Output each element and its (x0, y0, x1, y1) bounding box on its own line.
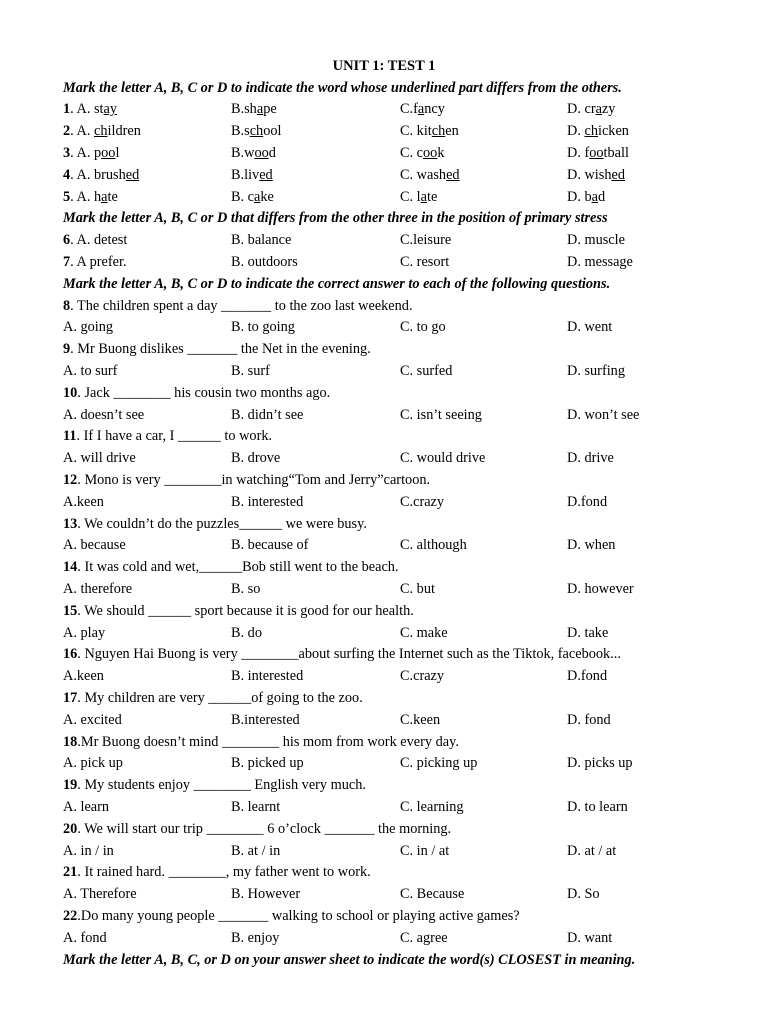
question-number: 19 (63, 777, 78, 794)
option-text: . A. detest (70, 232, 128, 249)
option-text: zy (601, 101, 616, 118)
answer-option: A. to surf (63, 362, 118, 379)
answer-option (231, 99, 277, 119)
option-text: D. b (567, 188, 592, 205)
question-text: . My students enjoy ________ English very much. (77, 777, 366, 794)
option-text: icken (597, 123, 629, 140)
answer-option (63, 121, 141, 141)
answer-option: A. play (63, 624, 106, 641)
answer-option: D. however (567, 580, 634, 597)
option-text: d (268, 144, 276, 161)
answer-option: C. although (400, 537, 467, 554)
question-number: 1 (63, 101, 71, 118)
answer-option: C. but (400, 580, 435, 597)
options-row (63, 666, 753, 686)
question-stem (63, 775, 753, 795)
answer-option: C. Because (400, 886, 465, 903)
option-text: B. c (231, 188, 255, 205)
answer-option: D. at / at (567, 842, 617, 859)
underlined-part: a (254, 188, 261, 205)
question-number: 16 (63, 646, 78, 663)
option-text: B. balance (231, 232, 292, 249)
answer-option: A. therefore (63, 580, 133, 597)
answer-option: C. picking up (400, 755, 478, 772)
answer-option: D. went (567, 319, 613, 336)
question-number: 8 (63, 297, 71, 314)
answer-option: D.fond (567, 668, 608, 685)
underlined-part: oo (101, 144, 116, 161)
options-row (63, 797, 753, 817)
question-stem (63, 514, 753, 534)
answer-option (231, 143, 276, 163)
question-text: .Do many young people _______ walking to school or playing active games? (77, 907, 520, 924)
options-row (63, 884, 753, 904)
answer-option (567, 165, 625, 185)
question-number: 10 (63, 384, 78, 401)
underlined-part: ed (125, 166, 140, 183)
answer-option (63, 143, 119, 163)
underlined-part: ch (94, 123, 108, 140)
answer-option: C.crazy (400, 668, 445, 685)
option-text: D. message (567, 253, 633, 270)
options-row (63, 579, 753, 599)
answer-option (231, 165, 273, 185)
answer-option: A.keen (63, 668, 104, 685)
question-number: 14 (63, 559, 78, 576)
option-text: D. (567, 123, 585, 140)
answer-option: B. at / in (231, 842, 281, 859)
question-number: 2 (63, 123, 71, 140)
answer-option (400, 121, 459, 141)
answer-option (567, 143, 629, 163)
question-text: . Nguyen Hai Buong is very ________about surfing the Internet such as the Tiktok, facebook... (77, 646, 621, 663)
question-stem (63, 906, 753, 926)
answer-option (567, 99, 615, 119)
question-number: 22 (63, 907, 78, 924)
options-row (63, 492, 753, 512)
question-number: 6 (63, 232, 71, 249)
answer-option: B. didn’t see (231, 406, 304, 423)
option-text: pe (263, 101, 277, 118)
answer-option: A. excited (63, 711, 122, 728)
question-stem (63, 470, 753, 490)
answer-option: D.fond (567, 493, 608, 510)
answer-option: C. learning (400, 798, 464, 815)
options-row (63, 928, 753, 948)
option-text: te (107, 188, 118, 205)
option-text: k (437, 144, 445, 161)
section-instruction: Mark the letter A, B, C or D to indicate the word whose underlined part differs from the others. (63, 79, 622, 96)
underlined-part: ed (611, 166, 625, 183)
answer-option: D. want (567, 929, 613, 946)
question-text: . We will start our trip ________ 6 o’clock _______ the morning. (77, 820, 452, 837)
question-stem (63, 557, 753, 577)
underlined-part: ay (103, 101, 118, 118)
underlined-part: oo (589, 144, 604, 161)
question-number: 20 (63, 820, 78, 837)
question-text: . My children are very ______of going to the zoo. (77, 689, 363, 706)
answer-option (63, 252, 127, 272)
answer-option: A. learn (63, 798, 110, 815)
question-number: 17 (63, 689, 78, 706)
question-stem (63, 339, 753, 359)
question-number: 3 (63, 144, 71, 161)
option-text: C. wash (400, 166, 447, 183)
answer-option: C. to go (400, 319, 446, 336)
question-stem (63, 819, 753, 839)
answer-option: D. take (567, 624, 609, 641)
question-number: 9 (63, 341, 71, 358)
underlined-part: a (417, 101, 425, 118)
question-text: . Mr Buong dislikes _______ the Net in the evening. (70, 341, 371, 358)
option-text: l (115, 144, 120, 161)
option-text: B.w (231, 144, 255, 161)
option-text: D. f (567, 144, 590, 161)
option-text: D. muscle (567, 232, 625, 249)
options-row (63, 623, 753, 643)
answer-option: D. when (567, 537, 616, 554)
answer-option (63, 230, 127, 250)
question-stem (63, 644, 753, 664)
option-text: . A. (70, 123, 94, 140)
section-instruction: Mark the letter A, B, C or D that differs from the other three in the position of primary stress (63, 210, 608, 227)
option-text: te (427, 188, 438, 205)
option-text: C. c (400, 144, 424, 161)
option-text: B.s (231, 123, 250, 140)
option-text: d (597, 188, 606, 205)
question-stem (63, 383, 753, 403)
answer-option: B. surf (231, 362, 270, 379)
answer-option (400, 187, 437, 207)
answer-option: A. will drive (63, 450, 136, 467)
section-instruction: Mark the letter A, B, C or D to indicate the correct answer to each of the following questions. (63, 275, 611, 292)
answer-option (567, 230, 625, 250)
underlined-part: ed (259, 166, 273, 183)
question-number: 7 (63, 253, 71, 270)
answer-option: B. picked up (231, 755, 304, 772)
answer-option: C.keen (400, 711, 441, 728)
option-text: C.leisure (400, 232, 452, 249)
underlined-part: a (101, 188, 108, 205)
underlined-part: ch (249, 123, 264, 140)
answer-option (231, 121, 281, 141)
answer-option: B. interested (231, 493, 304, 510)
question-row (63, 143, 753, 163)
answer-option: B.interested (231, 711, 300, 728)
question-stem (63, 601, 753, 621)
question-text: . We couldn’t do the puzzles______ we were busy. (77, 515, 367, 532)
question-number: 12 (63, 471, 78, 488)
answer-option: B. because of (231, 537, 309, 554)
option-text: B. outdoors (231, 253, 298, 270)
option-text: ncy (424, 101, 445, 118)
answer-option: A. going (63, 319, 114, 336)
answer-option (400, 252, 449, 272)
option-text: C. kit (400, 123, 432, 140)
option-text: . A. st (70, 101, 104, 118)
answer-option: B. so (231, 580, 261, 597)
option-text: D. wish (567, 166, 612, 183)
answer-option (400, 230, 451, 250)
question-row (63, 99, 753, 119)
underlined-part: a (256, 101, 264, 118)
answer-option (400, 99, 445, 119)
option-text: B.liv (231, 166, 260, 183)
section-instruction: Mark the letter A, B, C, or D on your answer sheet to indicate the word(s) CLOSEST in meaning. (63, 951, 636, 968)
question-row (63, 121, 753, 141)
question-number: 5 (63, 188, 71, 205)
answer-option: B. learnt (231, 798, 281, 815)
underlined-part: ch (584, 123, 598, 140)
question-row (63, 252, 753, 272)
question-row (63, 230, 753, 250)
question-text: .Mr Buong doesn’t mind ________ his mom from work every day. (77, 733, 459, 750)
answer-option: D. to learn (567, 798, 628, 815)
underlined-part: oo (423, 144, 438, 161)
option-text: C.f (400, 101, 418, 118)
answer-option: B. do (231, 624, 262, 641)
answer-option: C. surfed (400, 362, 453, 379)
options-row (63, 361, 753, 381)
option-text: . A. p (70, 144, 102, 161)
question-text: . The children spent a day _______ to the zoo last weekend. (70, 297, 413, 314)
option-text: C. resort (400, 253, 450, 270)
question-stem (63, 296, 753, 316)
options-row (63, 535, 753, 555)
option-text: ke (260, 188, 274, 205)
question-text: . Mono is very ________in watching“Tom and Jerry”cartoon. (77, 471, 431, 488)
answer-option (231, 252, 298, 272)
question-text: . It rained hard. ________, my father went to work. (77, 864, 371, 881)
page-title: UNIT 1: TEST 1 (332, 58, 436, 74)
answer-option: D. drive (567, 450, 614, 467)
option-text: B.sh (231, 101, 257, 118)
answer-option: A.keen (63, 493, 104, 510)
options-row (63, 841, 753, 861)
question-number: 18 (63, 733, 78, 750)
options-row (63, 317, 753, 337)
underlined-part: a (420, 188, 428, 205)
question-stem (63, 862, 753, 882)
underlined-part: oo (254, 144, 269, 161)
underlined-part: a (595, 101, 602, 118)
answer-option: A. in / in (63, 842, 114, 859)
question-number: 21 (63, 864, 78, 881)
options-row (63, 448, 753, 468)
answer-option (63, 187, 118, 207)
option-text: tball (603, 144, 629, 161)
answer-option (63, 165, 139, 185)
option-text: ildren (107, 123, 141, 140)
question-stem (63, 688, 753, 708)
option-text: C. l (400, 188, 421, 205)
question-stem (63, 732, 753, 752)
option-text: ool (263, 123, 282, 140)
answer-option: B. drove (231, 450, 281, 467)
answer-option: B. enjoy (231, 929, 280, 946)
option-text: . A. h (70, 188, 102, 205)
question-text: . We should ______ sport because it is good for our health. (77, 602, 414, 619)
underlined-part: a (591, 188, 598, 205)
answer-option: A. because (63, 537, 126, 554)
answer-option: A. Therefore (63, 886, 137, 903)
answer-option (567, 187, 605, 207)
answer-option: D. won’t see (567, 406, 640, 423)
answer-option (400, 143, 444, 163)
question-text: . If I have a car, I ______ to work. (76, 428, 273, 445)
question-stem (63, 426, 753, 446)
answer-option (567, 121, 629, 141)
option-text: . A. brush (70, 166, 126, 183)
answer-option: C. make (400, 624, 448, 641)
option-text: en (445, 123, 459, 140)
question-text: . Jack ________ his cousin two months ago. (77, 384, 331, 401)
answer-option: B. However (231, 886, 301, 903)
answer-option: C. isn’t seeing (400, 406, 482, 423)
question-number: 13 (63, 515, 78, 532)
answer-option: C. agree (400, 929, 448, 946)
answer-option: D. fond (567, 711, 611, 728)
answer-option: A. fond (63, 929, 107, 946)
answer-option (231, 187, 274, 207)
answer-option: C. in / at (400, 842, 450, 859)
answer-option (231, 230, 291, 250)
answer-option: D. picks up (567, 755, 633, 772)
underlined-part: ch (431, 123, 446, 140)
question-row (63, 165, 753, 185)
options-row (63, 405, 753, 425)
answer-option: B. to going (231, 319, 295, 336)
question-row (63, 187, 753, 207)
options-row (63, 710, 753, 730)
question-number: 4 (63, 166, 71, 183)
option-text: . A prefer. (70, 253, 127, 270)
answer-option (400, 165, 460, 185)
answer-option: C. would drive (400, 450, 486, 467)
answer-option: C.crazy (400, 493, 445, 510)
answer-option (567, 252, 633, 272)
options-row (63, 753, 753, 773)
answer-option: D. So (567, 886, 600, 903)
answer-option: A. doesn’t see (63, 406, 145, 423)
question-number: 11 (63, 428, 77, 445)
option-text: D. cr (567, 101, 596, 118)
underlined-part: ed (446, 166, 460, 183)
answer-option: B. interested (231, 668, 304, 685)
answer-option: D. surfing (567, 362, 625, 379)
question-text: . It was cold and wet,______Bob still went to the beach. (77, 559, 399, 576)
question-number: 15 (63, 602, 78, 619)
answer-option: A. pick up (63, 755, 123, 772)
answer-option (63, 99, 117, 119)
